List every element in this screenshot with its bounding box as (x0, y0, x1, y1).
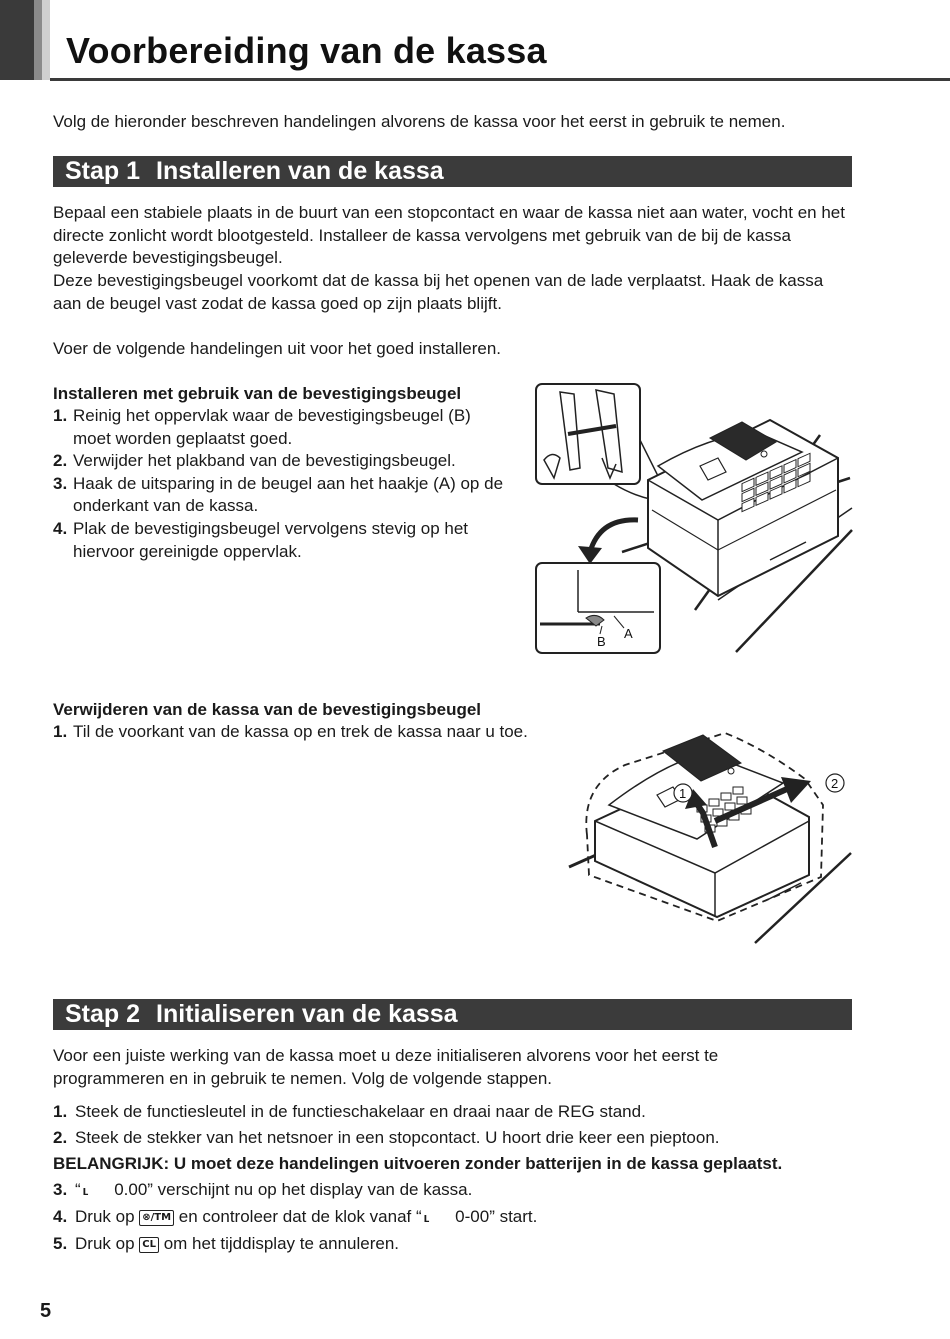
header-tab-mid (34, 0, 42, 80)
header-tab-light (42, 0, 50, 80)
marker-1: 1 (679, 786, 687, 801)
step1-paragraph-1: Bepaal een stabiele plaats in de buurt van een stopcontact en waar de kassa niet aan water, vocht en het directe zonlicht wordt blootgesteld. Installeer de kassa vervolgens met gebruik van de bij de kassa geleverde bevestigingsbeugel. (53, 203, 845, 268)
mode-indicator-icon: ʟ (423, 1209, 430, 1225)
page-title: Voorbereiding van de kassa (66, 30, 547, 71)
cl-key-icon: CL (139, 1237, 159, 1253)
step2-title: Initialiseren van de kassa (156, 1000, 458, 1028)
init-step: 2. Steek de stekker van het netsnoer in een stopcontact. U hoort drie keer een pieptoon. (53, 1127, 720, 1147)
step1-title: Installeren van de kassa (156, 157, 444, 185)
init-steps-list-2 (53, 1179, 853, 1259)
init-steps-list (53, 1101, 853, 1153)
page-number: 5 (40, 1300, 52, 1322)
install-step: 1. Reinig het oppervlak waar de bevestigingsbeugel (B) moet worden geplaatst goed. (53, 406, 471, 448)
install-step: 3. Haak de uitsparing in de beugel aan het haakje (A) op de onderkant van de kassa. (53, 473, 504, 516)
install-step: 4. Plak de bevestigingsbeugel vervolgens stevig op het hiervoor gereinigde oppervlak. (53, 518, 469, 561)
header-tab-dark (0, 0, 34, 80)
remove-steps-list (53, 721, 533, 744)
step1-number: Stap 1 (65, 157, 141, 185)
figure-remove-register (565, 725, 855, 945)
install-steps-list (53, 405, 508, 563)
install-heading: Installeren met gebruik van de bevestigingsbeugel (53, 384, 462, 403)
marker-2: 2 (831, 776, 839, 791)
remove-heading: Verwijderen van de kassa van de bevestigingsbeugel (53, 700, 482, 719)
step2-number: Stap 2 (65, 1000, 141, 1028)
section-bar-step2 (53, 999, 852, 1030)
init-step: 3. “ ʟ 0.00” verschijnt nu op het display van de kassa. (53, 1179, 853, 1203)
title-rule (50, 78, 950, 81)
step1-paragraph-2: Deze bevestigingsbeugel voorkomt dat de kassa bij het openen van de lade verplaatst. Haak de kassa aan de beugel vast zodat de kassa goed op zijn plaats blijft. (53, 271, 824, 313)
install-step: 2. Verwijder het plakband van de bevestigingsbeugel. (53, 451, 456, 471)
mode-indicator-icon: ʟ (82, 1183, 89, 1198)
important-note: BELANGRIJK: U moet deze handelingen uitvoeren zonder batterijen in de kassa geplaatst. (53, 1154, 783, 1173)
label-b: B (597, 634, 606, 649)
step1-paragraph-3: Voer de volgende handelingen uit voor het goed installeren. (53, 339, 502, 358)
init-step: 4. Druk op ⊗/TM en controleer dat de klok vanaf “ ʟ 0-00” start. (53, 1206, 853, 1230)
step2-paragraph-1: Voor een juiste werking van de kassa moet u deze initialiseren alvorens voor het eerst te programmeren en in gebruik te nemen. Volg de volgende stappen. (53, 1046, 719, 1088)
tm-key-icon: ⊗/TM (139, 1210, 174, 1226)
section-bar-step1 (53, 156, 852, 187)
intro-text: Volg de hieronder beschreven handelingen alvorens de kassa voor het eerst in gebruik te nemen. (53, 112, 786, 131)
init-step: 1. Steek de functiesleutel in de functieschakelaar en draai naar de REG stand. (53, 1102, 646, 1121)
remove-step: 1. Til de voorkant van de kassa op en trek de kassa naar u toe. (53, 722, 528, 741)
init-step: 5. Druk op CL om het tijddisplay te annuleren. (53, 1233, 400, 1253)
figure-install-bracket (530, 380, 855, 660)
label-a: A (624, 626, 633, 641)
